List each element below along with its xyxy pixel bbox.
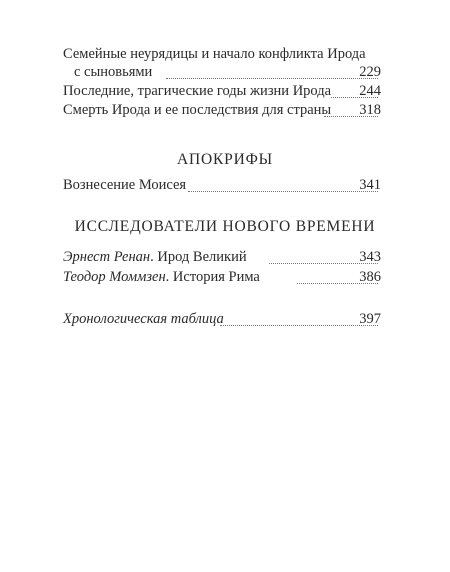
toc-entry-title: Вознесение Моисея [63,177,187,193]
toc-entry-work: Ирод Великий [157,249,247,265]
section-heading-modern-researchers: ИССЛЕДОВАТЕЛИ НОВОГО ВРЕМЕНИ [74,218,376,235]
toc-entry-title: Последние, трагические годы жизни Ирода [63,83,332,99]
toc-entry-line1 [0,44,450,64]
toc-entry-title: Хронологическая таблица [63,311,224,327]
toc-entry-page: 397 [359,311,381,327]
dot-leader [166,66,378,79]
toc-entry-title-line1: Семейные неурядицы и начало конфликта Ирода [63,46,366,62]
dot-leader [220,313,378,326]
toc-entry[interactable] [0,267,450,287]
toc-entry-page: 341 [359,177,381,193]
dot-leader [188,179,378,192]
toc-entry[interactable] [0,62,450,82]
toc-entry-title: с сыновьями [74,64,153,80]
toc-entry-author: Теодор Моммзен [63,269,166,285]
section-heading-apocrypha: АПОКРИФЫ [177,151,273,168]
toc-entry-chronology[interactable] [0,309,450,329]
toc-entry-page: 229 [359,64,381,80]
toc-entry-title: Теодор Моммзен. История Рима [63,269,260,285]
toc-entry-title: Эрнест Ренан. Ирод Великий [63,249,247,265]
toc-entry-page: 244 [359,83,381,99]
toc-entry-page: 343 [359,249,381,265]
toc-entry-author: Эрнест Ренан [63,249,151,265]
toc-entry[interactable] [0,100,450,120]
toc-entry-page: 386 [359,269,381,285]
toc-entry[interactable] [0,81,450,101]
toc-entry-page: 318 [359,102,381,118]
toc-entry[interactable] [0,175,450,195]
toc-entry[interactable] [0,247,450,267]
toc-entry-title: Смерть Ирода и ее последствия для страны [63,102,332,118]
toc-entry-work: История Рима [172,269,260,285]
